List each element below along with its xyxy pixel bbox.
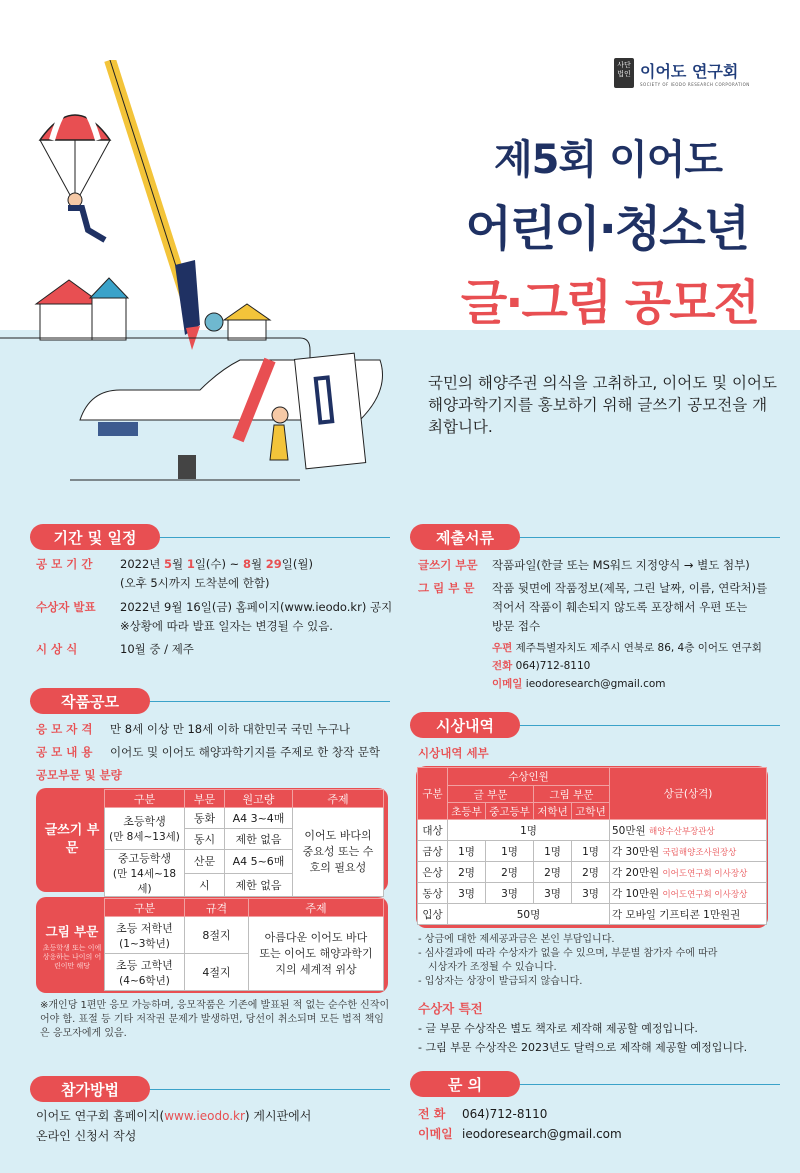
prize-title: 이어도연구회 이사장상 bbox=[662, 889, 748, 900]
writing-cell: A4 3~4매 bbox=[225, 808, 293, 829]
mail-value[interactable]: ieodoresearch@gmail.com bbox=[525, 678, 666, 690]
award-cell: 3명 bbox=[486, 883, 534, 904]
how-line-2: 온라인 신청서 작성 bbox=[36, 1129, 137, 1143]
writing-cell: 동시 bbox=[185, 829, 225, 850]
submit-drawing-row bbox=[418, 580, 788, 640]
award-row-name: 대상 bbox=[418, 820, 448, 841]
section-title-award: 시상내역 bbox=[410, 712, 520, 738]
ceremony-label: 시 상 식 bbox=[36, 642, 78, 656]
how-text: 이어도 연구회 홈페이지( bbox=[36, 1109, 165, 1123]
award-note: - 심사결과에 따라 수상자가 없을 수 있으며, 부문별 참가자 수에 따라 bbox=[418, 948, 718, 959]
award-prize: 각 모바일 기프티콘 1만원권 bbox=[610, 904, 767, 925]
post-value: 제주특별자치도 제주시 연북로 86, 4층 이어도 연구회 bbox=[515, 642, 762, 654]
period-label: 공 모 기 간 bbox=[36, 557, 93, 571]
how-line-1 bbox=[36, 1108, 396, 1125]
hero-illustration bbox=[0, 60, 420, 500]
submit-drawing-text: 방문 접수 bbox=[492, 619, 541, 633]
drawing-cell: 8절지 bbox=[185, 917, 249, 954]
award-note: - 상금에 대한 제세공과금은 본인 부담입니다. bbox=[418, 934, 615, 945]
award-prize bbox=[610, 841, 767, 862]
homepage-link[interactable]: www.ieodo.kr bbox=[164, 1109, 245, 1123]
submit-writing-label: 글쓰기 부문 bbox=[418, 558, 478, 572]
title-line-1: 제5회 이어도 bbox=[494, 137, 722, 183]
drawing-side-title: 그림 부문 bbox=[45, 924, 99, 939]
section-title-submit: 제출서류 bbox=[410, 524, 520, 550]
contact-mail-label: 이메일 bbox=[418, 1127, 453, 1141]
prize-amount: 50만원 bbox=[612, 824, 649, 837]
perk-1: - 글 부문 수상작은 별도 책자로 제작해 제공할 예정입니다. bbox=[418, 1022, 698, 1035]
award-header: 상금(상격) bbox=[610, 768, 767, 820]
org-logo bbox=[614, 58, 750, 88]
prize-amount: 각 30만원 bbox=[612, 845, 663, 858]
writing-cell: 제한 없음 bbox=[225, 873, 293, 897]
split-label: 공모부문 및 분량 bbox=[36, 768, 122, 782]
org-subtitle: SOCIETY OF IEODO RESEARCH CORPORATION bbox=[640, 82, 750, 87]
writing-cell: A4 5~6매 bbox=[225, 850, 293, 874]
writing-header: 주제 bbox=[293, 790, 384, 808]
tel-label: 전화 bbox=[492, 660, 513, 672]
drawing-header: 구분 bbox=[105, 899, 185, 917]
award-row-name: 동상 bbox=[418, 883, 448, 904]
award-notes bbox=[418, 933, 778, 989]
elem-label: 초등학생 bbox=[123, 815, 166, 828]
drawing-table bbox=[104, 898, 384, 991]
award-row-name: 은상 bbox=[418, 862, 448, 883]
submit-writing-row bbox=[418, 557, 788, 577]
org-name: 이어도 연구회 bbox=[640, 62, 739, 81]
mid-label: 중고등학생 bbox=[117, 852, 172, 865]
award-cell: 1명 bbox=[448, 820, 610, 841]
period-start-month: 5 bbox=[164, 557, 173, 571]
drawing-header: 규격 bbox=[185, 899, 249, 917]
award-row-name: 입상 bbox=[418, 904, 448, 925]
award-cell: 3명 bbox=[448, 883, 486, 904]
ceremony-row bbox=[36, 641, 416, 661]
writing-header: 부문 bbox=[185, 790, 225, 808]
award-cell: 2명 bbox=[486, 862, 534, 883]
submit-drawing-text: 적어서 작품이 훼손되지 않도록 포장해서 우편 또는 bbox=[492, 600, 748, 614]
period-text: 월 bbox=[172, 557, 187, 571]
submit-mail bbox=[492, 676, 792, 693]
theme-row bbox=[36, 744, 416, 764]
announce-text: 2022년 9월 16일(금) 홈페이지(www.ieodo.kr) 공지 bbox=[120, 600, 393, 614]
writing-table bbox=[104, 789, 384, 897]
award-header: 중고등부 bbox=[486, 803, 534, 820]
award-cell: 1명 bbox=[486, 841, 534, 862]
award-prize bbox=[610, 862, 767, 883]
eligibility-label: 응 모 자 격 bbox=[36, 722, 93, 736]
elem-age: (만 8세~13세) bbox=[109, 831, 180, 843]
writing-cell: 산문 bbox=[185, 850, 225, 874]
drawing-cell bbox=[105, 917, 185, 954]
announce-label: 수상자 발표 bbox=[36, 600, 96, 614]
period-text: 월 bbox=[250, 557, 266, 571]
award-cell: 3명 bbox=[572, 883, 610, 904]
period-text: 2022년 bbox=[120, 557, 165, 571]
announce-note: ※상황에 따라 발표 일자는 변경될 수 있음. bbox=[120, 619, 333, 633]
drawing-side-note: 초등학생 또는 이에 상응하는 나이의 어린이만 해당 bbox=[42, 944, 102, 970]
submit-drawing-text: 작품 뒷면에 작품정보(제목, 그린 날짜, 이름, 연락처)를 bbox=[492, 581, 768, 595]
award-note: - 입상자는 상장이 발급되지 않습니다. bbox=[418, 976, 583, 987]
org-stamp: 사단 법인 bbox=[614, 58, 634, 88]
lower-grade: (1~3학년) bbox=[119, 937, 170, 950]
eligibility-text: 만 8세 이상 만 18세 이하 대한민국 국민 누구나 bbox=[110, 722, 351, 736]
mail-label: 이메일 bbox=[492, 678, 523, 690]
award-table bbox=[417, 767, 767, 925]
writing-cell bbox=[105, 850, 185, 897]
contact-mail-row bbox=[418, 1126, 778, 1146]
award-cell: 50명 bbox=[448, 904, 610, 925]
period-text: 일(수) ~ bbox=[194, 557, 243, 571]
writing-cell: 시 bbox=[185, 873, 225, 897]
perk-title: 수상자 특전 bbox=[418, 1001, 483, 1016]
period-start-day: 1 bbox=[186, 557, 195, 571]
award-prize bbox=[610, 883, 767, 904]
award-cell: 2명 bbox=[534, 862, 572, 883]
submit-tel bbox=[492, 658, 792, 675]
prize-title: 해양수산부장관상 bbox=[649, 826, 715, 837]
drawing-cell: 4절지 bbox=[185, 954, 249, 991]
award-subtitle: 시상내역 세부 bbox=[418, 746, 489, 760]
writing-header: 구분 bbox=[105, 790, 185, 808]
period-date bbox=[120, 556, 313, 573]
writing-cell: 제한 없음 bbox=[225, 829, 293, 850]
award-cell: 2명 bbox=[572, 862, 610, 883]
post-label: 우편 bbox=[492, 642, 513, 654]
award-cell: 2명 bbox=[448, 862, 486, 883]
award-header: 고학년 bbox=[572, 803, 610, 820]
section-title-schedule: 기간 및 일정 bbox=[30, 524, 160, 550]
award-cell: 3명 bbox=[534, 883, 572, 904]
award-header: 구분 bbox=[418, 768, 448, 820]
contact-mail-value[interactable]: ieodoresearch@gmail.com bbox=[462, 1127, 622, 1141]
split-row bbox=[36, 767, 236, 787]
drawing-header: 주제 bbox=[249, 899, 384, 917]
award-cell: 1명 bbox=[534, 841, 572, 862]
award-cell: 1명 bbox=[572, 841, 610, 862]
period-note: (오후 5시까지 도착분에 한함) bbox=[120, 576, 270, 590]
prize-amount: 각 20만원 bbox=[612, 866, 663, 879]
intro-text: 국민의 해양주권 의식을 고취하고, 이어도 및 이어도 해양과학기지를 홍보하기 위해 글쓰기 공모전을 개최합니다. bbox=[428, 374, 777, 436]
contest-note: ※개인당 1편만 응모 가능하며, 응모작품은 기존에 발표된 적 없는 순수한 신작이어야 함. 표절 등 기타 저작권 문제가 발생하면, 당선이 취소되며 모든 법적 책임은 응모자에게 있음. bbox=[40, 1000, 390, 1039]
writing-cell: 동화 bbox=[185, 808, 225, 829]
drawing-cell bbox=[105, 954, 185, 991]
post-address bbox=[492, 640, 792, 657]
upper-grade: (4~6학년) bbox=[119, 974, 170, 987]
section-title-how: 참가방법 bbox=[30, 1076, 150, 1102]
announce-row bbox=[36, 599, 416, 639]
contact-tel-label: 전 화 bbox=[418, 1107, 446, 1121]
award-header: 그림 부문 bbox=[534, 786, 610, 803]
writing-topic: 이어도 바다의 중요성 또는 수호의 필요성 bbox=[293, 808, 384, 897]
prize-amount: 각 10만원 bbox=[612, 887, 663, 900]
writing-header: 원고량 bbox=[225, 790, 293, 808]
writing-cell bbox=[105, 808, 185, 850]
prize-title: 국립해양조사원장상 bbox=[662, 847, 737, 858]
perk-2: - 그림 부문 수상작은 2023년도 달력으로 제작해 제공할 예정입니다. bbox=[418, 1041, 748, 1054]
submit-drawing-label: 그 림 부 문 bbox=[418, 581, 475, 595]
period-end-day: 29 bbox=[265, 557, 282, 571]
period-row bbox=[36, 556, 416, 596]
contact-tel-value: 064)712-8110 bbox=[462, 1107, 548, 1121]
theme-text: 이어도 및 이어도 해양과학기지를 주제로 한 창작 문학 bbox=[110, 745, 380, 759]
ceremony-text: 10월 중 / 제주 bbox=[120, 642, 194, 656]
prize-title: 이어도연구회 이사장상 bbox=[662, 868, 748, 879]
section-title-contact: 문 의 bbox=[410, 1071, 520, 1097]
lower-label: 초등 저학년 bbox=[116, 921, 173, 935]
award-header: 초등부 bbox=[448, 803, 486, 820]
writing-side-label: 글쓰기 부문 bbox=[44, 823, 100, 856]
section-title-contest: 작품공모 bbox=[30, 688, 150, 714]
award-header: 저학년 bbox=[534, 803, 572, 820]
award-row-name: 금상 bbox=[418, 841, 448, 862]
award-header: 글 부문 bbox=[448, 786, 534, 803]
theme-label: 공 모 내 용 bbox=[36, 745, 93, 759]
how-text: ) 게시판에서 bbox=[244, 1109, 312, 1123]
tel-value: 064)712-8110 bbox=[515, 660, 591, 672]
award-cell: 1명 bbox=[448, 841, 486, 862]
eligibility-row bbox=[36, 721, 416, 741]
mid-age: (만 14세~18세) bbox=[112, 868, 177, 895]
title-line-3: 글·그림 공모전 bbox=[460, 275, 758, 331]
title-line-2: 어린이·청소년 bbox=[465, 201, 748, 257]
upper-label: 초등 고학년 bbox=[116, 958, 173, 972]
submit-writing-text: 작품파일(한글 또는 MS워드 지정양식 → 별도 첨부) bbox=[492, 558, 750, 572]
award-header: 수상인원 bbox=[448, 768, 610, 786]
award-prize bbox=[610, 820, 767, 841]
period-text: 일(월) bbox=[281, 557, 313, 571]
period-end-month: 8 bbox=[242, 557, 251, 571]
award-note: 시상자가 조정될 수 있습니다. bbox=[428, 962, 557, 973]
contact-tel-row bbox=[418, 1106, 778, 1126]
drawing-side-label bbox=[40, 922, 104, 971]
drawing-topic: 아름다운 이어도 바다 또는 이어도 해양과학기지의 세계적 위상 bbox=[249, 917, 384, 991]
